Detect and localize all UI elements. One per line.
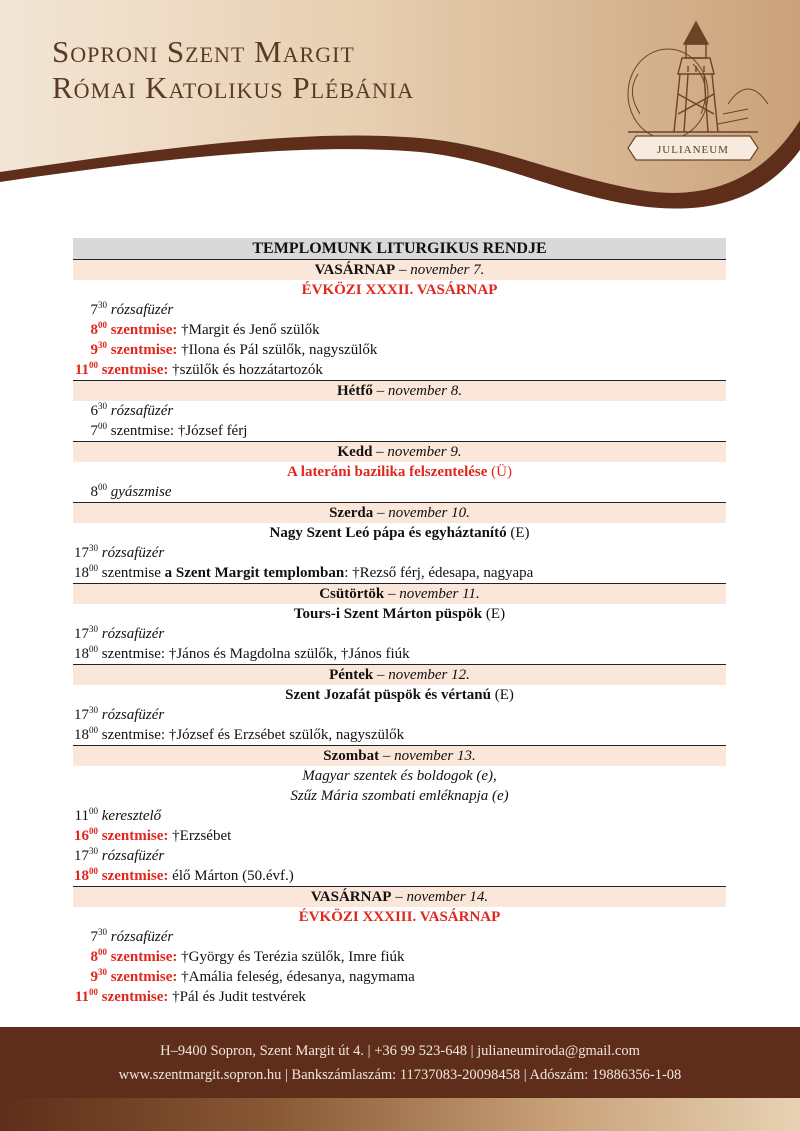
entry-minute: 00 [89,826,98,836]
day-date: november 14. [406,889,489,905]
feast-name: Nagy Szent Leó pápa és egyháztanító [269,525,507,541]
schedule-entry [73,987,726,1007]
day-name: Szombat [323,748,380,764]
day-separator: – [395,262,411,278]
entry-time [73,563,98,583]
entry-time [73,644,98,664]
feast-rank: (E) [506,525,530,541]
entry-label: gyászmise [110,484,172,500]
entry-label: szentmise: [110,322,178,338]
entry-hour: 9 [90,342,98,358]
schedule-entry [73,401,726,421]
entry-intention: élő Márton (50.évf.) [168,868,294,884]
liturgical-schedule [73,238,726,1007]
schedule-entry [73,320,726,340]
schedule-entry [73,644,726,664]
entry-hour: 18 [74,727,89,743]
day-date: november 8. [387,383,462,399]
entry-hour: 18 [74,646,89,662]
entry-time [73,300,107,320]
entry-time [73,725,98,745]
entry-minute: 30 [89,624,98,634]
entry-hour: 17 [74,545,89,561]
feast-title [73,907,726,927]
day-name: Kedd [337,444,373,460]
entry-intention: †Margit és Jenő szülők [177,322,320,338]
feast-title [73,462,726,482]
schedule-entry [73,705,726,725]
entry-minute: 00 [98,320,107,330]
entry-minute: 30 [98,340,107,350]
entry-minute: 00 [98,947,107,957]
day-date: november 13. [394,748,476,764]
entry-label: szentmise: [110,342,178,358]
day-separator: – [372,383,388,399]
entry-hour: 6 [90,403,98,419]
feast-name: Tours-i Szent Márton püspök [293,606,483,622]
entry-label: rózsafüzér [101,848,165,864]
entry-hour: 11 [74,808,89,824]
entry-intention: : †Rezső férj, édesapa, nagyapa [344,565,534,581]
entry-hour: 8 [90,949,98,965]
entry-time [73,866,98,886]
schedule-entry [73,927,726,947]
day-separator: – [373,505,389,521]
day-date: november 10. [388,505,470,521]
day-header [73,745,726,766]
entry-time [73,947,107,967]
schedule-entry [73,967,726,987]
entry-intention: †József és Erzsébet szülők, nagyszülők [165,727,405,743]
entry-time [73,360,98,380]
day-name: VASÁRNAP [310,889,392,905]
parish-title-line1: Soproni Szent Margit [52,34,355,69]
entry-label: szentmise: [101,646,166,662]
entry-label: szentmise: [110,949,178,965]
church-tower-logo-icon [598,14,788,174]
entry-hour: 16 [74,828,89,844]
entry-hour: 18 [74,565,89,581]
entry-minute: 00 [98,421,107,431]
schedule-days [73,259,726,1007]
entry-minute: 30 [89,705,98,715]
entry-minute: 00 [89,987,98,997]
feast-title [73,685,726,705]
entry-label: rózsafüzér [110,403,174,419]
entry-time [73,543,98,563]
schedule-entry [73,421,726,441]
entry-minute: 00 [89,644,98,654]
feast-title [73,604,726,624]
entry-hour: 7 [90,423,98,439]
schedule-entry [73,300,726,320]
entry-intention: †Ilona és Pál szülők, nagyszülők [177,342,378,358]
entry-label: rózsafüzér [110,929,174,945]
entry-minute: 00 [98,482,107,492]
entry-minute: 30 [98,967,107,977]
entry-minute: 30 [89,846,98,856]
entry-minute: 00 [89,360,98,370]
feast-name: ÉVKÖZI XXXII. VASÁRNAP [301,282,498,298]
day-date: november 11. [399,586,480,602]
day-separator: – [379,748,395,764]
entry-label: szentmise: [110,423,175,439]
day-separator: – [384,586,400,602]
entry-intention: †János és Magdolna szülők, †János fiúk [165,646,410,662]
schedule-entry [73,563,726,583]
feast-name: ÉVKÖZI XXXIII. VASÁRNAP [298,909,501,925]
schedule-entry [73,826,726,846]
entry-minute: 00 [89,866,98,876]
feast-name: A lateráni bazilika felszentelése [287,464,488,480]
entry-hour: 11 [74,989,89,1005]
feast-title [73,280,726,300]
footer-gradient-band [0,1098,800,1131]
day-header [73,583,726,604]
entry-label: szentmise [101,565,161,581]
entry-minute: 30 [98,401,107,411]
entry-minute: 00 [89,563,98,573]
entry-minute: 30 [98,300,107,310]
entry-hour: 7 [90,929,98,945]
day-header [73,664,726,685]
day-name: Péntek [329,667,374,683]
entry-hour: 17 [74,848,89,864]
entry-hour: 7 [90,302,98,318]
day-separator: – [372,444,388,460]
day-date: november 12. [388,667,470,683]
feast-rank: (E) [482,606,506,622]
day-header [73,380,726,401]
schedule-entry [73,725,726,745]
entry-place: a Szent Margit templomban [160,565,345,581]
entry-time [73,624,98,644]
parish-title-line2: Római Katolikus Plébánia [52,70,415,105]
day-name: Szerda [329,505,374,521]
entry-label: szentmise: [101,989,169,1005]
day-name: Csütörtök [319,586,385,602]
entry-minute: 00 [89,806,98,816]
entry-label: szentmise: [101,727,166,743]
entry-intention: †Erzsébet [168,828,232,844]
entry-hour: 9 [90,969,98,985]
schedule-entry [73,947,726,967]
footer-contact: H–9400 Sopron, Szent Margit út 4. | +36 99 523-648 | julianeumiroda@gmail.com [160,1043,640,1059]
entry-hour: 8 [90,322,98,338]
entry-time [73,826,98,846]
entry-hour: 18 [74,868,89,884]
schedule-entry [73,806,726,826]
entry-label: keresztelő [101,808,162,824]
entry-hour: 8 [90,484,98,500]
entry-label: rózsafüzér [101,545,165,561]
feast-title [73,523,726,543]
day-name: VASÁRNAP [314,262,396,278]
entry-time [73,806,98,826]
entry-intention: †József férj [174,423,248,439]
day-header [73,886,726,907]
schedule-entry [73,360,726,380]
entry-intention: †György és Terézia szülők, Imre fiúk [177,949,405,965]
entry-label: szentmise: [110,969,178,985]
entry-label: szentmise: [101,828,169,844]
day-date: november 7. [410,262,485,278]
day-name: Hétfő [337,383,373,399]
entry-time [73,340,107,360]
entry-time [73,320,107,340]
entry-time [73,401,107,421]
day-header [73,259,726,280]
schedule-entry [73,846,726,866]
entry-intention: †szülők és hozzátartozók [168,362,323,378]
entry-label: rózsafüzér [101,626,165,642]
entry-intention: †Amália feleség, édesanya, nagymama [177,969,415,985]
feast-name: Magyar szentek és boldogok (e), [302,768,497,784]
entry-minute: 00 [89,725,98,735]
feast-name: Szent Jozafát püspök és vértanú [285,687,491,703]
entry-hour: 11 [74,362,89,378]
schedule-entry [73,543,726,563]
feast-title [73,786,726,806]
day-separator: – [373,667,389,683]
day-separator: – [391,889,407,905]
entry-minute: 30 [98,927,107,937]
entry-time [73,987,98,1007]
entry-minute: 30 [89,543,98,553]
entry-time [73,482,107,502]
entry-hour: 17 [74,626,89,642]
feast-rank: (Ü) [487,464,512,480]
feast-title [73,766,726,786]
schedule-entry [73,866,726,886]
feast-rank: (E) [490,687,514,703]
day-header [73,502,726,523]
schedule-entry [73,624,726,644]
entry-label: rózsafüzér [110,302,174,318]
entry-intention: †Pál és Judit testvérek [168,989,306,1005]
day-header [73,441,726,462]
entry-hour: 17 [74,707,89,723]
footer-bank-info: www.szentmargit.sopron.hu | Bankszámlaszám: 11737083-20098458 | Adószám: 19886356-1-08 [118,1067,682,1083]
entry-time [73,421,107,441]
entry-time [73,927,107,947]
schedule-entry [73,340,726,360]
entry-label: rózsafüzér [101,707,165,723]
entry-time [73,846,98,866]
day-date: november 9. [387,444,462,460]
entry-time [73,705,98,725]
entry-time [73,967,107,987]
entry-label: szentmise: [101,362,169,378]
logo-text: JULIANEUM [657,144,729,156]
schedule-title: TEMPLOMUNK LITURGIKUS RENDJE [73,238,726,259]
feast-name: Szűz Mária szombati emléknapja (e) [290,788,509,804]
entry-label: szentmise: [101,868,169,884]
schedule-entry [73,482,726,502]
